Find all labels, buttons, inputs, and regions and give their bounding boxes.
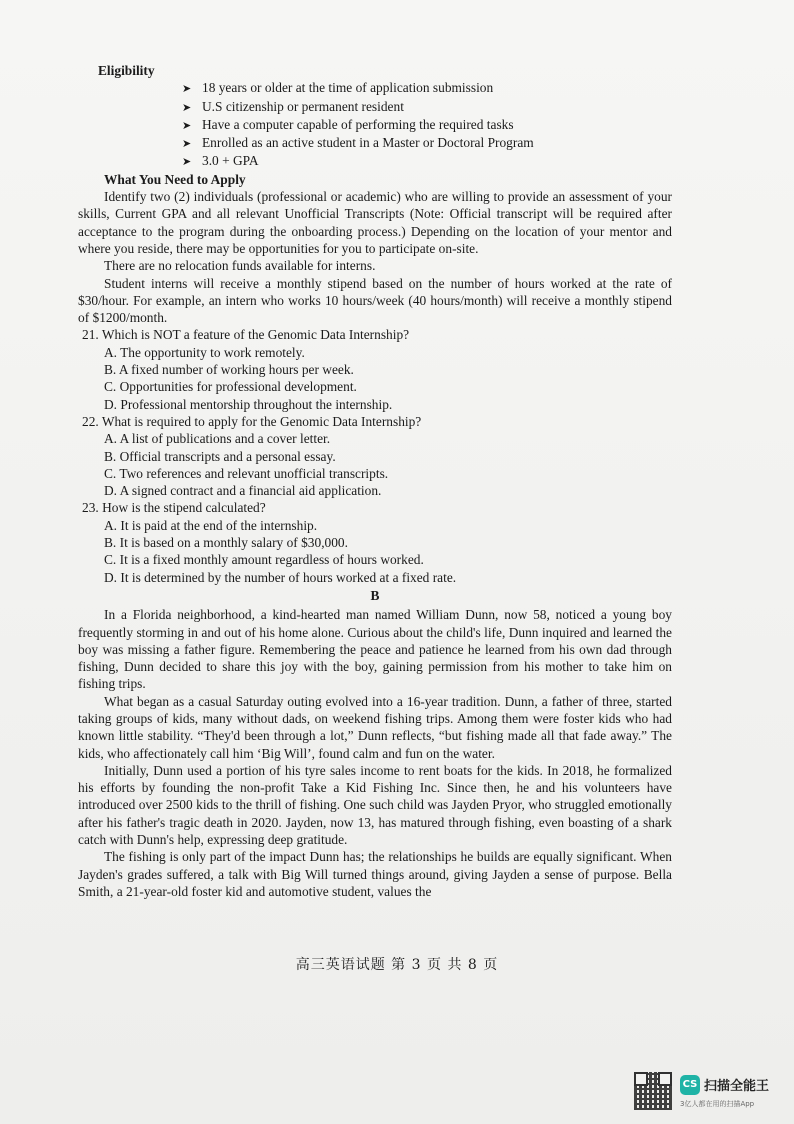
- option: A. A list of publications and a cover letter.: [104, 431, 331, 447]
- option: D. Professional mentorship throughout the internship.: [104, 396, 393, 412]
- option: B. A fixed number of working hours per week.: [104, 362, 354, 378]
- option: B. Official transcripts and a personal essay.: [104, 448, 336, 464]
- option: D. It is determined by the number of hours worked at a fixed rate.: [104, 569, 457, 585]
- option: A. The opportunity to work remotely.: [104, 344, 305, 360]
- scanner-tagline: 3亿人都在用的扫描App: [680, 1100, 755, 1108]
- apply-heading: What You Need to Apply: [104, 171, 246, 187]
- arrow-bullet-icon: ➤: [182, 155, 192, 169]
- list-item: ➤ 3.0 + GPA: [182, 152, 672, 170]
- option: C. It is a fixed monthly amount regardless of hours worked.: [104, 552, 424, 568]
- list-item: ➤ Have a computer capable of performing the required tasks: [182, 116, 672, 134]
- arrow-bullet-icon: ➤: [182, 82, 192, 96]
- cs-logo-icon: CS: [680, 1075, 700, 1095]
- eligibility-heading: Eligibility: [98, 63, 155, 78]
- apply-paragraph: Student interns will receive a monthly stipend based on the number of hours worked at the rate of $30/hour. For example, an intern who works 10 hours/week (40 hours/month) will receive a monthly stipend of $1200/month.: [78, 275, 672, 326]
- option: C. Two references and relevant unofficial transcripts.: [104, 465, 389, 481]
- arrow-bullet-icon: ➤: [182, 137, 192, 151]
- arrow-bullet-icon: ➤: [182, 118, 192, 132]
- passage-paragraph: In a Florida neighborhood, a kind-hearted man named William Dunn, now 58, noticed a young boy frequently storming in and out of his home alone. Curious about the child's life, Dunn inquired and learned the boy was missing a father figure. Remembering the peace and patience he learned from his own dad through fishing, Dunn decided to share this joy with the boy, gaining permission from his mother to take him on fishing trips.: [78, 607, 672, 692]
- page-footer: 高三英语试题 第 3 页 共 8 页: [295, 957, 499, 973]
- question-22: 22. What is required to apply for the Genomic Data Internship?: [82, 413, 422, 429]
- scanner-watermark: [634, 1072, 784, 1112]
- apply-paragraph: Identify two (2) individuals (professional or academic) who are willing to provide an assessment of your skills, Current GPA and all relevant Unofficial Transcripts (Note: Official transcript will be required after acceptance to the program during the onboarding process.) Depending on the location of your mentor and where you reside, there may be opportunities for you to participate on-site.: [78, 189, 672, 256]
- list-item: ➤ 18 years or older at the time of application submission: [182, 79, 672, 97]
- scanner-brand: 扫描全能王: [704, 1079, 770, 1094]
- arrow-bullet-icon: ➤: [182, 100, 192, 114]
- passage-paragraph: Initially, Dunn used a portion of his tyre sales income to rent boats for the kids. In 2018, he formalized his efforts by founding the non-profit Take a Kid Fishing Inc. Since then, he and his volunteers have introduced over 2500 kids to the thrill of fishing. One such child was Jayden Pryor, who struggled emotionally after his father's tragic death in 2020. Jayden, now 13, has matured through fishing, even boasting of a shark catch with Dunn's help, expressing deep gratitude.: [78, 762, 672, 848]
- eligibility-list: [182, 79, 672, 170]
- passage-paragraph: The fishing is only part of the impact Dunn has; the relationships he builds are equally significant. When Jayden's grades suffered, a talk with Big Will turned things around, giving Jayden a sense of purpose. Bella Smith, a 21-year-old foster kid and automotive student, values the: [78, 849, 672, 899]
- passage-paragraph: What began as a casual Saturday outing evolved into a 16-year tradition. Dunn, a father of three, started taking groups of kids, many without dads, on weekend fishing trips. Among them were foster kids who had known little stability. “They'd been through a lot,” Dunn reflects, “but fishing made all that fade away.” The kids, who affectionately call him ‘Big Will’, found calm and fun on the water.: [78, 693, 672, 761]
- option: B. It is based on a monthly salary of $30,000.: [104, 535, 348, 551]
- option: A. It is paid at the end of the internship.: [104, 517, 318, 533]
- apply-paragraph: There are no relocation funds available for interns.: [104, 258, 376, 274]
- list-item: ➤ U.S citizenship or permanent resident: [182, 98, 672, 116]
- option: D. A signed contract and a financial aid application.: [104, 483, 382, 499]
- list-item: ➤ Enrolled as an active student in a Master or Doctoral Program: [182, 134, 672, 152]
- page-content: [78, 62, 672, 900]
- option: C. Opportunities for professional development.: [104, 379, 357, 395]
- qr-code-icon: [634, 1072, 672, 1110]
- question-21: 21. Which is NOT a feature of the Genomic Data Internship?: [82, 327, 410, 343]
- question-23: 23. How is the stipend calculated?: [82, 500, 266, 516]
- section-label: B: [370, 587, 380, 603]
